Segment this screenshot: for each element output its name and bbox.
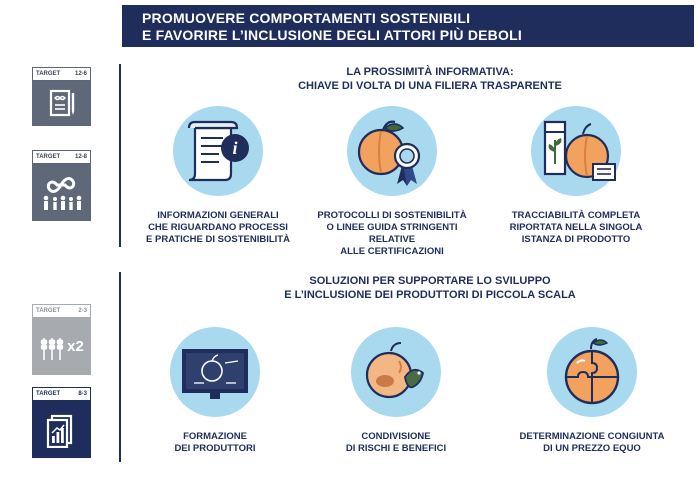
growth-document-icon <box>32 401 91 458</box>
multiplier-label: x2 <box>67 338 84 355</box>
item-caption: TRACCIABILITÀ COMPLETA RIPORTATA NELLA SINGOLA ISTANZA DI PRODOTTO <box>509 210 643 245</box>
section1-title <box>260 65 600 93</box>
infinity-people-icon <box>32 164 91 221</box>
target-card-12-6 <box>32 67 91 126</box>
report-pen-icon <box>32 81 91 126</box>
list-item <box>312 106 472 258</box>
list-item <box>135 327 295 455</box>
section2-title <box>240 274 620 302</box>
target-code: 12-8 <box>74 154 87 160</box>
scroll-info-icon <box>173 106 263 196</box>
item-caption: FORMAZIONE DEI PRODUTTORI <box>174 431 256 454</box>
target-label: TARGET <box>36 391 61 397</box>
puzzle-apple-icon <box>547 327 637 417</box>
target-card-8-3 <box>32 387 91 458</box>
target-code: 2-3 <box>78 308 87 314</box>
damaged-fruit-icon <box>351 327 441 417</box>
target-code: 8-3 <box>78 391 87 397</box>
item-caption: DETERMINAZIONE CONGIUNTA DI UN PREZZO EQUO <box>519 431 665 454</box>
peach-award-icon <box>347 106 437 196</box>
list-item <box>512 327 672 455</box>
wheat-x2-icon <box>32 318 91 375</box>
item-caption: PROTOCOLLI DI SOSTENIBILITÀ O LINEE GUIDA STRINGENTI RELATIVE ALLE CERTIFICAZIONI <box>317 210 467 257</box>
target-label: TARGET <box>36 71 61 77</box>
section2-title-line-1: SOLUZIONI PER SUPPORTARE LO SVILUPPO <box>309 275 551 287</box>
section1-title-line-1: LA PROSSIMITÀ INFORMATIVA: <box>346 66 514 78</box>
target-code: 12-6 <box>74 71 87 77</box>
page-header <box>122 5 694 47</box>
target-card-2-3 <box>32 304 91 375</box>
peach-trace-icon <box>531 106 621 196</box>
list-item <box>316 327 476 455</box>
section1-divider <box>119 64 121 247</box>
section2-divider <box>119 272 121 462</box>
section1-title-line-2: CHIAVE DI VOLTA DI UNA FILIERA TRASPARENTE <box>298 80 562 92</box>
blackboard-apple-icon <box>170 327 260 417</box>
svg-text:i: i <box>232 138 238 158</box>
header-title-line-1: PROMUOVERE COMPORTAMENTI SOSTENIBILI <box>142 10 471 26</box>
header-title-line-2: E FAVORIRE L’INCLUSIONE DEGLI ATTORI PIÙ DEBOLI <box>142 27 522 43</box>
target-card-12-8 <box>32 150 91 221</box>
item-caption: INFORMAZIONI GENERALI CHE RIGUARDANO PROCESSI E PRATICHE DI SOSTENIBILITÀ <box>146 210 290 245</box>
item-caption: CONDIVISIONE DI RISCHI E BENEFICI <box>345 431 447 454</box>
target-label: TARGET <box>36 308 61 314</box>
list-item <box>138 106 298 246</box>
section2-title-line-2: E L’INCLUSIONE DEI PRODUTTORI DI PICCOLA SCALA <box>284 289 576 301</box>
list-item <box>496 106 656 246</box>
target-label: TARGET <box>36 154 61 160</box>
